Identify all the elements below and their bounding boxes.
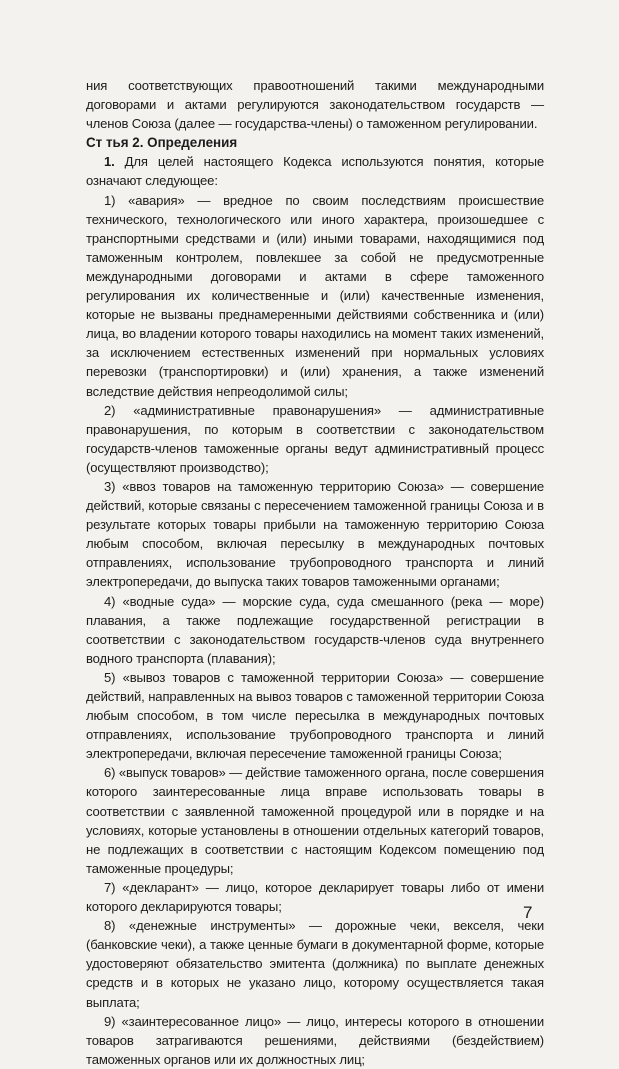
article-heading: Ст тья 2. Определения — [86, 135, 238, 151]
definition-item: 2) «административные правонарушения» — административные правонарушения, по которым в соответствии с законодательством государств-членов таможенные органы ведут административный процесс (осуществляют производство); — [86, 402, 544, 475]
definition-item: 6) «выпуск товаров» — действие таможенного органа, после совершения которого заинтересованные лица вправе использовать товары в соответствии с заявленной таможенной процедурой или в порядке и на условиях, которые установлены в отношении отдельных категорий товаров, не подлежащих в соответствии с настоящим Кодексом помещению под таможенные процедуры; — [86, 765, 544, 876]
definition-item: 5) «вывоз товаров с таможенной территории Союза» — совершение действий, направленных на вывоз товаров с таможенной территории Союза любым способом, в том числе пересылка в международных почтовых отправлениях, использование трубопроводного транспорта и линий электропередачи, включая пересечение таможенной границы Союза; — [86, 669, 544, 762]
intro-paragraph: ния соответствующих правоотношений такими международными договорами и актами регулируются законодательством государств — членов Союза (далее — государства-члены) о таможенном регулировании. — [86, 78, 544, 132]
document-body — [86, 76, 544, 1069]
definition-item: 4) «водные суда» — морские суда, суда смешанного (река — море) плавания, а также подлежащие государственной регистрации в соответствии с законодательством государств-членов суда внутреннего водного транспорта (плавания); — [86, 593, 544, 666]
paragraph-1-text: Для целей настоящего Кодекса используются понятия, которые означают следующее: — [86, 154, 544, 189]
definition-item: 1) «авария» — вредное по своим последствиям происшествие технического, технологического или иного характера, произошедшее с транспортными средствами и (или) иными товарами, находящимися под таможенным контролем, повлекшее за собой не предусмотренные международными договорами и актами в сфере таможенного регулирования их количественные и (или) качественные изменения, которые не вызваны преднамеренными действиями собственника и (или) лица, во владении которого товары находились на момент таких изменений, за исключением естественных изменений при нормальных условиях перевозки (транспортировки) и (или) хранения, а также изменений вследствие действия непреодолимой силы; — [86, 192, 544, 399]
page-number: 7 — [523, 903, 533, 922]
definition-item: 8) «денежные инструменты» — дорожные чеки, векселя, чеки (банковские чеки), а также ценные бумаги в документарной форме, которые удостоверяют обязательство эмитента (должника) по выплате денежных средств и в которых не указано лицо, которому осуществляется такая выплата; — [86, 918, 544, 1010]
definition-item: 9) «заинтересованное лицо» — лицо, интересы которого в отношении товаров затрагиваются решениями, действиями (бездействием) таможенных органов или их должностных лиц; — [86, 1013, 544, 1067]
definition-item: 7) «декларант» — лицо, которое декларирует товары либо от имени которого декларируются товары; — [86, 879, 544, 915]
paragraph-1 — [86, 152, 544, 190]
definition-item: 3) «ввоз товаров на таможенную территорию Союза» — совершение действий, которые связаны с пересечением таможенной границы Союза и в результате которых товары прибыли на таможенную территорию Союза любым способом, включая пересылку в международных почтовых отправлениях, использование трубопроводного транспорта и линий электропередачи, до выпуска таких товаров таможенными органами; — [86, 478, 544, 590]
paragraph-1-number: 1. — [104, 154, 115, 170]
